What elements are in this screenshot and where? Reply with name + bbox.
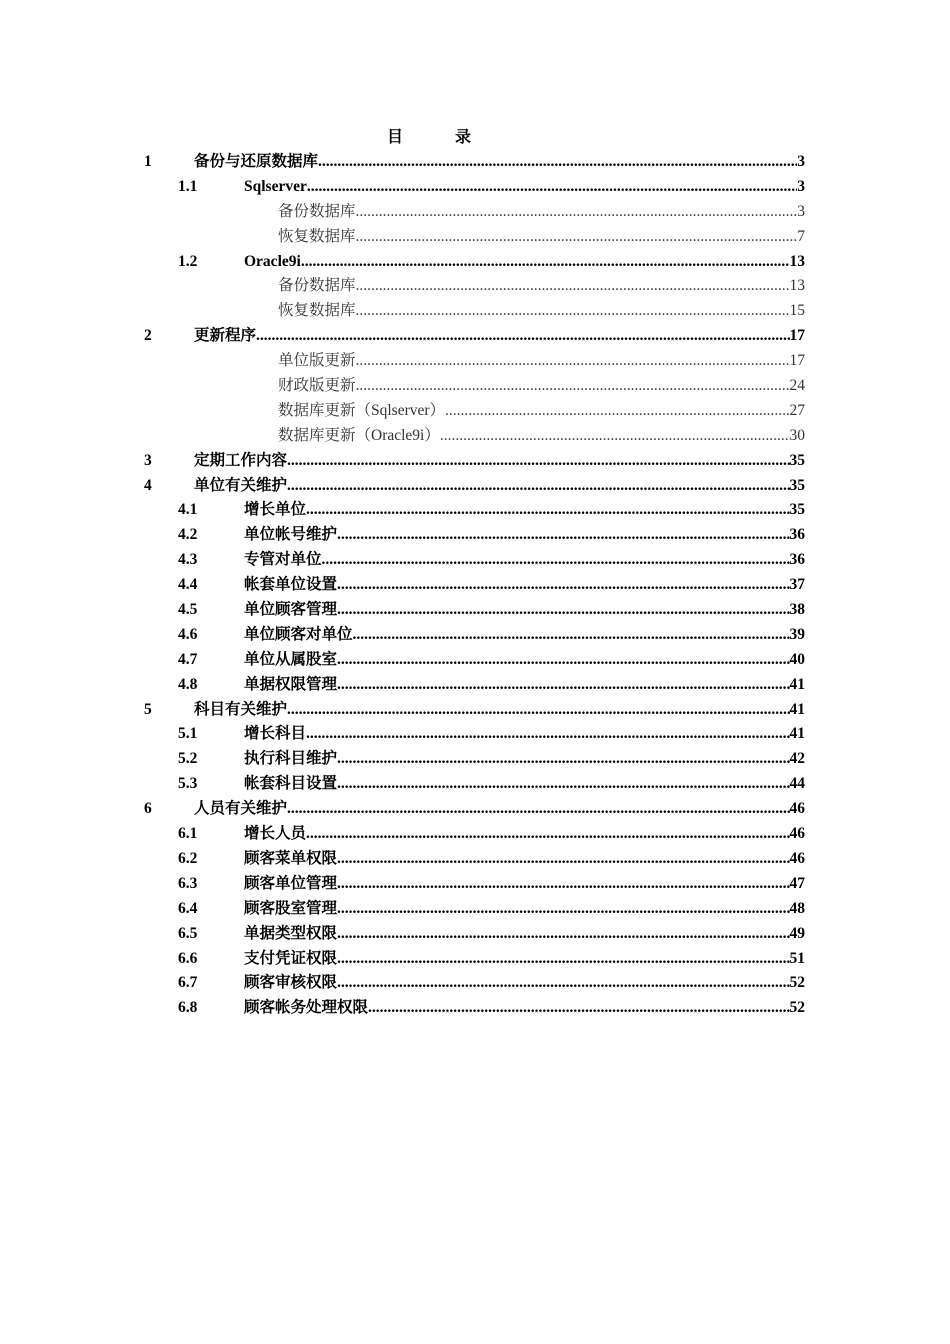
- dot-leader: [356, 274, 790, 299]
- toc-entry-number: 4.4: [178, 576, 198, 594]
- toc-entry-row: [194, 474, 805, 499]
- toc-entry-page-number: 27: [789, 401, 805, 419]
- toc-entry-page-number: 51: [789, 949, 805, 967]
- toc-entry-page-number: 30: [789, 426, 805, 444]
- toc-entry-number: 4.6: [178, 625, 198, 643]
- toc-entry-label: 备份与还原数据库: [194, 153, 319, 170]
- toc-entry-number: 6.4: [178, 899, 198, 917]
- toc-entry[interactable]: [0, 698, 950, 723]
- toc-entry[interactable]: [0, 424, 950, 449]
- toc-entry-label: 人员有关维护: [194, 800, 288, 818]
- dot-leader: [337, 872, 789, 897]
- dot-leader: [256, 324, 789, 349]
- dot-leader: [337, 772, 789, 797]
- toc-entry-row: [244, 673, 805, 698]
- dot-leader: [356, 374, 790, 399]
- toc-entry[interactable]: [0, 374, 950, 399]
- toc-entry-label: 备份数据库: [278, 277, 356, 295]
- dot-leader: [337, 922, 789, 947]
- toc-entry-page-number: 41: [789, 725, 805, 743]
- toc-entry-page-number: 46: [789, 825, 805, 843]
- dot-leader: [322, 548, 790, 573]
- toc-entry-label: 顾客审核权限: [244, 974, 338, 992]
- toc-entry-number: 4.5: [178, 601, 198, 619]
- toc-entry-row: [244, 996, 805, 1021]
- dot-leader: [337, 598, 789, 623]
- toc-entry-number: 1.1: [178, 177, 198, 195]
- toc-entry-number: 6.1: [178, 825, 198, 843]
- toc-entry-label: 帐套科目设置: [244, 775, 338, 793]
- toc-entry[interactable]: [0, 299, 950, 324]
- toc-entry-row: [244, 722, 805, 747]
- toc-entry-row: [244, 947, 805, 972]
- toc-entry-page-number: 41: [789, 700, 805, 718]
- toc-entry-page-number: 35: [789, 451, 805, 469]
- toc-entry-label: 恢复数据库: [278, 302, 356, 320]
- dot-leader: [301, 250, 790, 275]
- dot-leader: [356, 349, 790, 374]
- toc-entry[interactable]: [0, 847, 950, 872]
- toc-entry[interactable]: [0, 971, 950, 996]
- toc-entry-label: 财政版更新: [278, 377, 356, 395]
- toc-entry-label: 单据类型权限: [244, 924, 338, 942]
- toc-entry-row: [194, 324, 805, 349]
- toc-entry-row: [244, 847, 805, 872]
- toc-entry-row: [244, 623, 805, 648]
- toc-entry[interactable]: [0, 548, 950, 573]
- toc-entry-label: 顾客帐务处理权限: [244, 999, 369, 1017]
- toc-entry[interactable]: [0, 747, 950, 772]
- dot-leader: [306, 722, 789, 747]
- dot-leader: [440, 424, 790, 449]
- toc-entry-row: [244, 573, 805, 598]
- toc-entry-page-number: 15: [789, 302, 805, 320]
- toc-entry[interactable]: [0, 573, 950, 598]
- toc-entry-row: [244, 548, 805, 573]
- dot-leader: [337, 673, 789, 698]
- toc-entry[interactable]: [0, 897, 950, 922]
- dot-leader: [287, 474, 789, 499]
- toc-entry-label: 定期工作内容: [194, 451, 288, 469]
- toc-entry-page-number: 52: [789, 974, 805, 992]
- toc-entry-row: [194, 797, 805, 822]
- toc-entry[interactable]: [0, 598, 950, 623]
- toc-entry-page-number: 41: [789, 675, 805, 693]
- toc-entry-row: [244, 971, 805, 996]
- dot-leader: [356, 225, 798, 250]
- toc-entry[interactable]: [0, 922, 950, 947]
- toc-entry-page-number: 17: [789, 327, 805, 345]
- toc-entry-label: 更新程序: [194, 327, 257, 345]
- toc-entry-page-number: 42: [789, 750, 805, 768]
- dot-leader: [337, 897, 789, 922]
- dot-leader: [337, 947, 789, 972]
- toc-entry-label: 单位帐号维护: [244, 526, 338, 544]
- toc-entry[interactable]: [0, 872, 950, 897]
- toc-entry-row: [278, 374, 805, 399]
- toc-entry-page-number: 13: [789, 277, 805, 295]
- toc-entry-row: [278, 200, 805, 225]
- toc-list: [0, 150, 950, 1021]
- toc-entry[interactable]: [0, 250, 950, 275]
- toc-entry-number: 4.7: [178, 650, 198, 668]
- toc-entry[interactable]: [0, 225, 950, 250]
- toc-entry-label: 单据权限管理: [244, 675, 338, 693]
- toc-entry-page-number: 3: [797, 177, 805, 195]
- toc-entry-label: 帐套单位设置: [244, 576, 338, 594]
- dot-leader: [356, 200, 798, 225]
- toc-entry-label: 增长单位: [244, 501, 307, 519]
- dot-leader: [337, 648, 789, 673]
- toc-entry[interactable]: [0, 722, 950, 747]
- toc-entry-page-number: 35: [789, 476, 805, 494]
- toc-entry-number: 4.8: [178, 675, 198, 693]
- toc-entry-label: 顾客股室管理: [244, 899, 338, 917]
- toc-entry-row: [244, 598, 805, 623]
- dot-leader: [337, 747, 789, 772]
- toc-entry-label: 单位有关维护: [194, 476, 288, 494]
- dot-leader: [337, 523, 789, 548]
- toc-entry-row: [278, 349, 805, 374]
- toc-entry-row: [244, 922, 805, 947]
- toc-entry-number: 6.7: [178, 974, 198, 992]
- toc-entry-page-number: 36: [789, 551, 805, 569]
- toc-entry-page-number: 37: [789, 576, 805, 594]
- toc-entry-page-number: 3: [797, 153, 805, 170]
- toc-entry[interactable]: [0, 947, 950, 972]
- toc-entry-row: [244, 872, 805, 897]
- toc-entry-page-number: 13: [789, 252, 805, 270]
- toc-entry-page-number: 17: [789, 352, 805, 370]
- dot-leader: [337, 847, 789, 872]
- toc-entry-row: [278, 424, 805, 449]
- toc-entry[interactable]: [0, 523, 950, 548]
- toc-entry-row: [244, 523, 805, 548]
- toc-entry-number: 1: [144, 153, 152, 170]
- toc-entry-number: 2: [144, 327, 152, 345]
- toc-entry-number: 6.5: [178, 924, 198, 942]
- dot-leader: [445, 399, 789, 424]
- toc-entry[interactable]: [0, 772, 950, 797]
- toc-entry-page-number: 35: [789, 501, 805, 519]
- toc-entry-label: 支付凭证权限: [244, 949, 338, 967]
- toc-entry-number: 6.8: [178, 999, 198, 1017]
- dot-leader: [356, 299, 790, 324]
- toc-entry-number: 5: [144, 700, 152, 718]
- toc-entry-number: 4.1: [178, 501, 198, 519]
- toc-entry-number: 1.2: [178, 252, 198, 270]
- toc-entry[interactable]: [0, 797, 950, 822]
- toc-entry-page-number: 36: [789, 526, 805, 544]
- toc-entry-page-number: 40: [789, 650, 805, 668]
- toc-entry-number: 5.1: [178, 725, 198, 743]
- toc-entry-label: 单位版更新: [278, 352, 356, 370]
- toc-entry-label: Oracle9i: [244, 252, 301, 270]
- toc-entry[interactable]: [0, 996, 950, 1021]
- dot-leader: [337, 971, 789, 996]
- toc-entry[interactable]: [0, 175, 950, 200]
- toc-entry-page-number: 44: [789, 775, 805, 793]
- toc-entry-label: 恢复数据库: [278, 227, 356, 245]
- toc-entry-page-number: 48: [789, 899, 805, 917]
- toc-entry-number: 3: [144, 451, 152, 469]
- toc-entry[interactable]: [0, 648, 950, 673]
- toc-entry-row: [278, 225, 805, 250]
- toc-entry-row: [244, 250, 805, 275]
- toc-entry[interactable]: [0, 623, 950, 648]
- toc-entry-label: Sqlserver: [244, 177, 307, 195]
- toc-entry-row: [244, 822, 805, 847]
- toc-entry-label: 科目有关维护: [194, 700, 288, 718]
- toc-entry-label: 增长科目: [244, 725, 307, 743]
- toc-entry-row: [244, 498, 805, 523]
- toc-entry-number: 4.3: [178, 551, 198, 569]
- toc-entry[interactable]: [0, 274, 950, 299]
- toc-entry-row: [278, 399, 805, 424]
- toc-entry-label: 备份数据库: [278, 202, 356, 220]
- toc-entry-page-number: 52: [789, 999, 805, 1017]
- toc-entry[interactable]: [0, 673, 950, 698]
- toc-entry-row: [244, 175, 805, 200]
- toc-entry-page-number: 7: [797, 227, 805, 245]
- dot-leader: [287, 449, 789, 474]
- toc-entry-label: 单位顾客管理: [244, 601, 338, 619]
- toc-entry-page-number: 47: [789, 874, 805, 892]
- dot-leader: [307, 175, 797, 200]
- toc-entry-number: 5.3: [178, 775, 198, 793]
- toc-entry-number: 6: [144, 800, 152, 818]
- dot-leader: [306, 822, 789, 847]
- toc-entry-page-number: 3: [797, 202, 805, 220]
- toc-entry-row: [244, 897, 805, 922]
- toc-entry-row: [194, 698, 805, 723]
- toc-entry-page-number: 38: [789, 601, 805, 619]
- toc-entry[interactable]: [0, 324, 950, 349]
- toc-entry-number: 4.2: [178, 526, 198, 544]
- toc-entry-page-number: 24: [789, 377, 805, 395]
- toc-entry[interactable]: [0, 200, 950, 225]
- dot-leader: [337, 573, 789, 598]
- toc-entry-page-number: 39: [789, 625, 805, 643]
- toc-entry[interactable]: [0, 399, 950, 424]
- toc-entry-label: 顾客单位管理: [244, 874, 338, 892]
- toc-entry-label: 顾客菜单权限: [244, 849, 338, 867]
- toc-entry-label: 单位顾客对单位: [244, 625, 353, 643]
- toc-entry[interactable]: [0, 150, 950, 175]
- dot-leader: [318, 150, 797, 175]
- toc-entry-label: 单位从属股室: [244, 650, 338, 668]
- toc-entry-label: 数据库更新（Sqlserver）: [278, 401, 446, 419]
- toc-entry-label: 增长人员: [244, 825, 307, 843]
- dot-leader: [306, 498, 789, 523]
- toc-entry-row: [244, 747, 805, 772]
- dot-leader: [287, 797, 789, 822]
- toc-entry[interactable]: [0, 449, 950, 474]
- toc-entry-label: 执行科目维护: [244, 750, 338, 768]
- toc-entry[interactable]: [0, 822, 950, 847]
- dot-leader: [287, 698, 789, 723]
- toc-entry-row: [278, 274, 805, 299]
- toc-entry-row: [278, 299, 805, 324]
- toc-title: 目 录: [386, 129, 489, 146]
- toc-entry-row: [194, 150, 805, 175]
- toc-entry-number: 6.2: [178, 849, 198, 867]
- toc-entry[interactable]: [0, 498, 950, 523]
- toc-entry-label: 数据库更新（Oracle9i）: [278, 426, 440, 444]
- toc-entry-number: 6.6: [178, 949, 198, 967]
- toc-entry-page-number: 46: [789, 849, 805, 867]
- dot-leader: [353, 623, 790, 648]
- toc-entry-number: 4: [144, 476, 152, 494]
- toc-entry-row: [244, 772, 805, 797]
- toc-entry-page-number: 49: [789, 924, 805, 942]
- toc-entry[interactable]: [0, 474, 950, 499]
- toc-entry-row: [194, 449, 805, 474]
- toc-entry-number: 6.3: [178, 874, 198, 892]
- dot-leader: [368, 996, 789, 1021]
- toc-entry[interactable]: [0, 349, 950, 374]
- toc-entry-row: [244, 648, 805, 673]
- toc-entry-page-number: 46: [789, 800, 805, 818]
- toc-entry-number: 5.2: [178, 750, 198, 768]
- toc-entry-label: 专管对单位: [244, 551, 322, 569]
